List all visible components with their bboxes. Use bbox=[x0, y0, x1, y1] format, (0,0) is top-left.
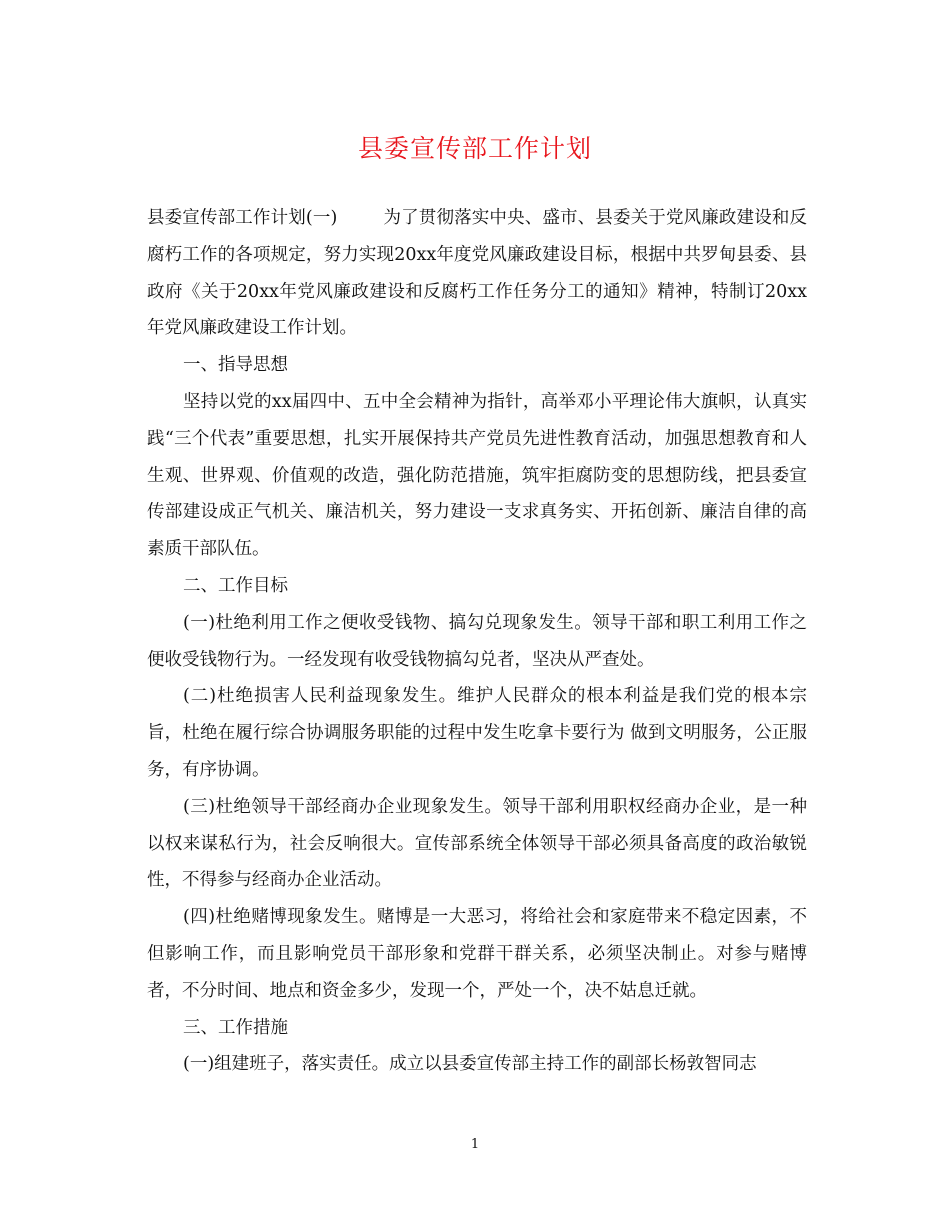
page-number: 1 bbox=[470, 1137, 480, 1152]
document-title: 县委宣传部工作计划 bbox=[357, 134, 592, 163]
paragraph-goal-1: (一)杜绝利用工作之便收受钱物、搞勾兑现象发生。领导干部和职工利用工作之便收受钱物行为。一经发现有收受钱物搞勾兑者，坚决从严查处。 bbox=[147, 612, 807, 670]
intro-label: 县委宣传部工作计划(一) bbox=[147, 208, 338, 228]
intro-paragraph bbox=[147, 200, 807, 347]
paragraph-goal-4: (四)杜绝赌博现象发生。赌博是一大恶习，将给社会和家庭带来不稳定因素，不但影响工作，而且影响党员干部形象和党群干群关系，必须坚决制止。对参与赌博者，不分时间、地点和资金多少，发现一个，严处一个，决不姑息迁就。 bbox=[147, 907, 807, 1001]
paragraph-guiding-ideology: 坚持以党的xx届四中、五中全会精神为指针，高举邓小平理论伟大旗帜，认真实践“三个代表”重要思想，扎实开展保持共产党员先进性教育活动，加强思想教育和人生观、世界观、价值观的改造，强化防范措施，筑牢拒腐防变的思想防线，把县委宣传部建设成正气机关、廉洁机关，努力建设一支求真务实、开拓创新、廉洁自律的高素质干部队伍。 bbox=[147, 391, 807, 560]
paragraph-goal-2: (二)杜绝损害人民利益现象发生。维护人民群众的根本利益是我们党的根本宗旨，杜绝在履行综合协调服务职能的过程中发生吃拿卡要行为 做到文明服务，公正服务，有序协调。 bbox=[147, 686, 807, 780]
paragraph-measure-1: (一)组建班子，落实责任。成立以县委宣传部主持工作的副部长杨敦智同志 bbox=[183, 1054, 757, 1075]
section-heading-guiding-ideology: 一、指导思想 bbox=[183, 355, 288, 376]
paragraph-goal-3: (三)杜绝领导干部经商办企业现象发生。领导干部利用职权经商办企业，是一种以权来谋私行为，社会反响很大。宣传部系统全体领导干部必须具备高度的政治敏锐性，不得参与经商办企业活动。 bbox=[147, 796, 807, 891]
document-body bbox=[147, 200, 807, 1083]
intro-text: 为了贯彻落实中央、盛市、县委关于党风廉政建设和反腐朽工作的各项规定，努力实现20xx年度党风廉政建设目标，根据中共罗甸县委、县政府《关于20xx年党风廉政建设和反腐朽工作任务分工的通知》精神，特制订20xx年党风廉政建设工作计划。 bbox=[147, 208, 808, 339]
section-heading-work-goals: 二、工作目标 bbox=[183, 575, 288, 596]
section-heading-work-measures: 三、工作措施 bbox=[183, 1017, 288, 1038]
